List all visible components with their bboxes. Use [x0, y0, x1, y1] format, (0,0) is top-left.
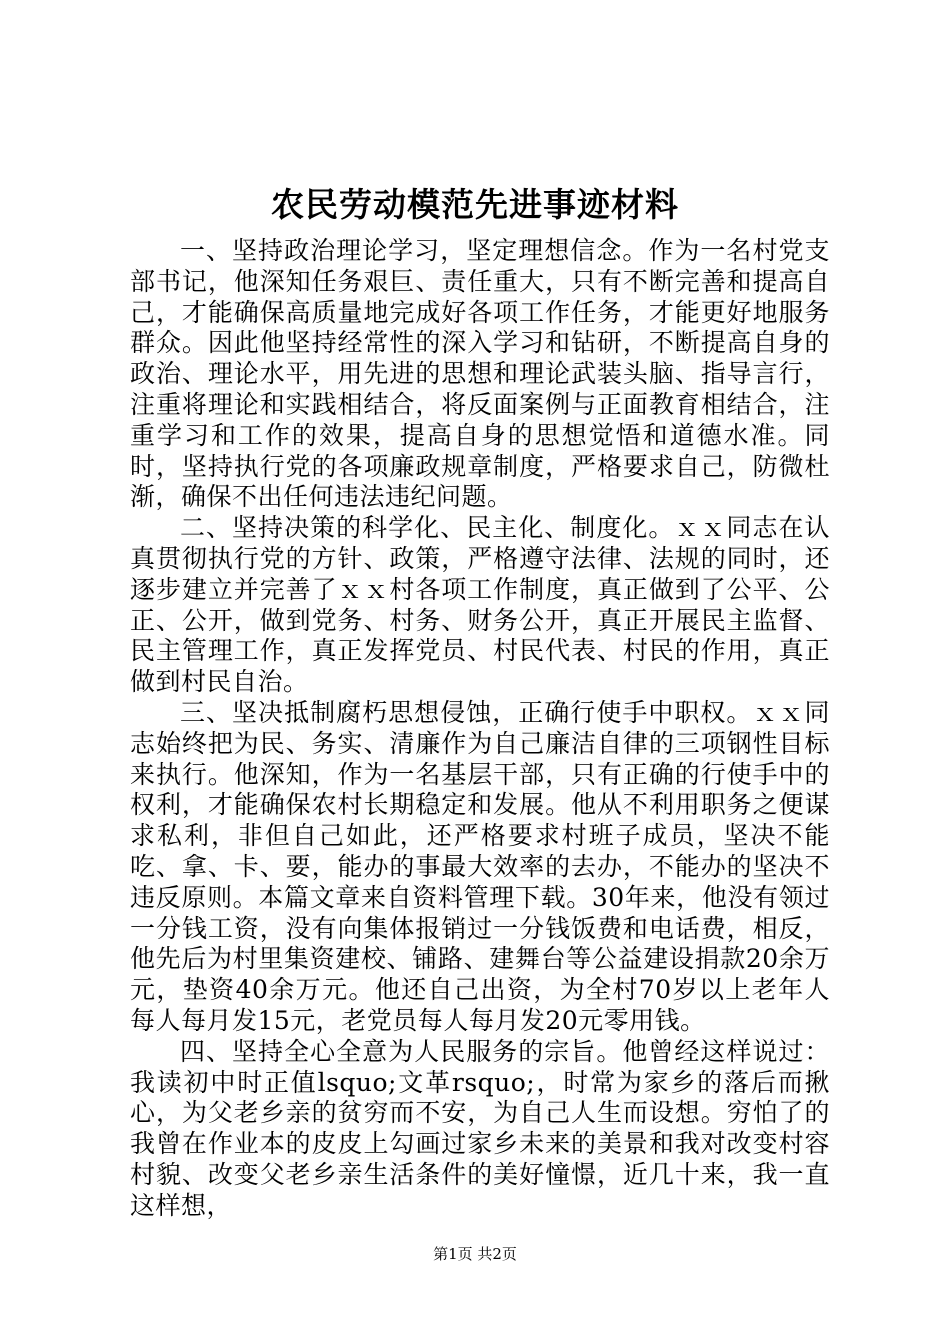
document-title: 农民劳动模范先进事迹材料 — [271, 185, 679, 224]
page-footer: 第1页 共2页 — [433, 1245, 517, 1263]
document-body — [130, 236, 830, 1222]
paragraph-3: 三、坚决抵制腐朽思想侵蚀，正确行使手中职权。ｘｘ同志始终把为民、务实、清廉作为自己廉洁自律的三项钢性目标来执行。他深知，作为一名基层干部，只有正确的行使手中的权利，才能确保农村长期稳定和发展。他从不利用职务之便谋求私利，非但自己如此，还严格要求村班子成员，坚决不能吃、拿、卡、要，能办的事最大效率的去办，不能办的坚决不违反原则。本篇文章来自资料管理下载。30年来，他没有领过一分钱工资，没有向集体报销过一分钱饭费和电话费，相反，他先后为村里集资建校、铺路、建舞台等公益建设捐款20余万元，垫资40余万元。他还自己出资，为全村70岁以上老年人每人每月发15元，老党员每人每月发20元零用钱。 — [130, 697, 830, 1035]
paragraph-2: 二、坚持决策的科学化、民主化、制度化。ｘｘ同志在认真贯彻执行党的方针、政策，严格遵守法律、法规的同时，还逐步建立并完善了ｘｘ村各项工作制度，真正做到了公平、公正、公开，做到党务、村务、财务公开，真正开展民主监督、民主管理工作，真正发挥党员、村民代表、村民的作用，真正做到村民自治。 — [130, 513, 830, 697]
paragraph-1: 一、坚持政治理论学习，坚定理想信念。作为一名村党支部书记，他深知任务艰巨、责任重大，只有不断完善和提高自己，才能确保高质量地完成好各项工作任务，才能更好地服务群众。因此他坚持经常性的深入学习和钻研，不断提高自身的政治、理论水平，用先进的思想和理论武装头脑、指导言行，注重将理论和实践相结合，将反面案例与正面教育相结合，注重学习和工作的效果，提高自身的思想觉悟和道德水准。同时，坚持执行党的各项廉政规章制度，严格要求自己，防微杜渐，确保不出任何违法违纪问题。 — [130, 236, 830, 512]
paragraph-4: 四、坚持全心全意为人民服务的宗旨。他曾经这样说过：我读初中时正值lsquo;文革rsquo;，时常为家乡的落后而揪心，为父老乡亲的贫穷而不安，为自己人生而设想。穷怕了的我曾在作业本的皮皮上勾画过家乡未来的美景和我对改变村容村貌、改变父老乡亲生活条件的美好憧憬，近几十来，我一直这样想， — [130, 1036, 830, 1220]
